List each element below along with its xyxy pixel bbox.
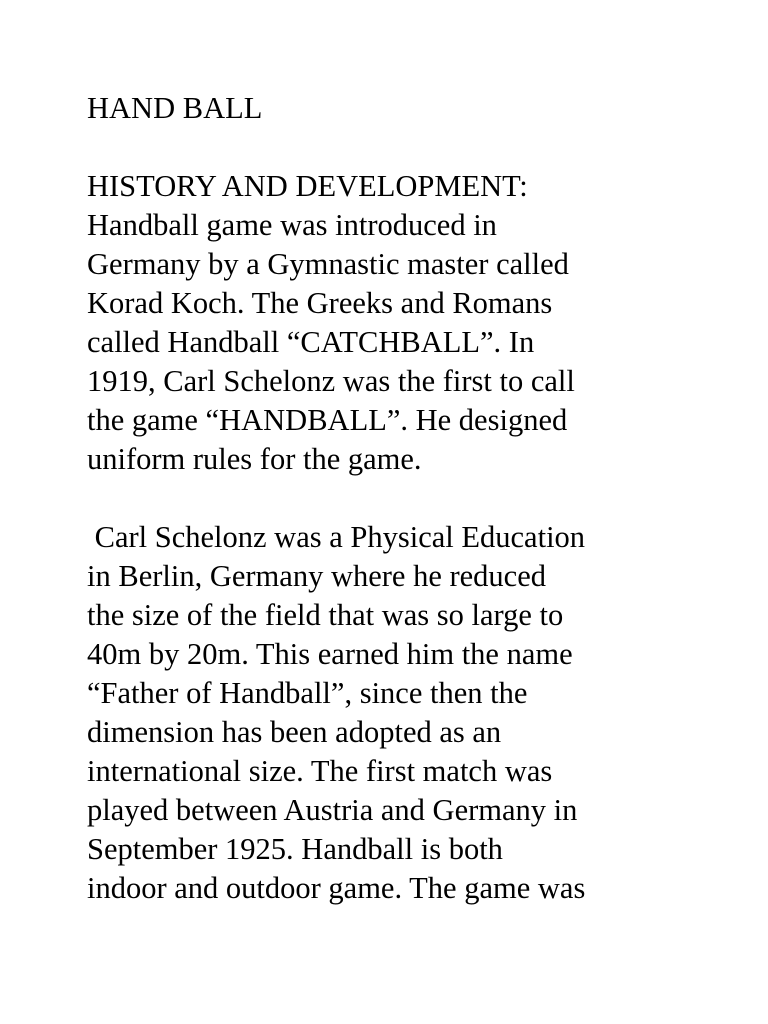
spacer: [87, 128, 727, 167]
text-line: 40m by 20m. This earned him the name: [87, 637, 573, 671]
document-body: [87, 89, 727, 908]
text-line: in Berlin, Germany where he reduced: [87, 559, 547, 593]
text-line: September 1925. Handball is both: [87, 832, 503, 866]
text-line: Carl Schelonz was a Physical Education: [87, 520, 586, 554]
text-line: Germany by a Gymnastic master called: [87, 247, 569, 281]
text-line: Handball game was introduced in: [87, 208, 497, 242]
paragraph-2: [87, 518, 727, 908]
spacer: [87, 479, 727, 518]
text-line: played between Austria and Germany in: [87, 793, 578, 827]
text-line: the game “HANDBALL”. He designed: [87, 403, 568, 437]
document-title: HAND BALL: [87, 91, 263, 125]
text-line: international size. The first match was: [87, 754, 553, 788]
text-line: Korad Koch. The Greeks and Romans: [87, 286, 553, 320]
text-line: dimension has been adopted as an: [87, 715, 502, 749]
section-heading: HISTORY AND DEVELOPMENT:: [87, 169, 528, 203]
text-line: indoor and outdoor game. The game was: [87, 871, 586, 905]
paragraph-1: [87, 206, 727, 479]
text-line: “Father of Handball”, since then the: [87, 676, 528, 710]
text-line: called Handball “CATCHBALL”. In: [87, 325, 535, 359]
text-line: 1919, Carl Schelonz was the first to call: [87, 364, 575, 398]
text-line: the size of the field that was so large to: [87, 598, 564, 632]
text-line: uniform rules for the game.: [87, 442, 422, 476]
